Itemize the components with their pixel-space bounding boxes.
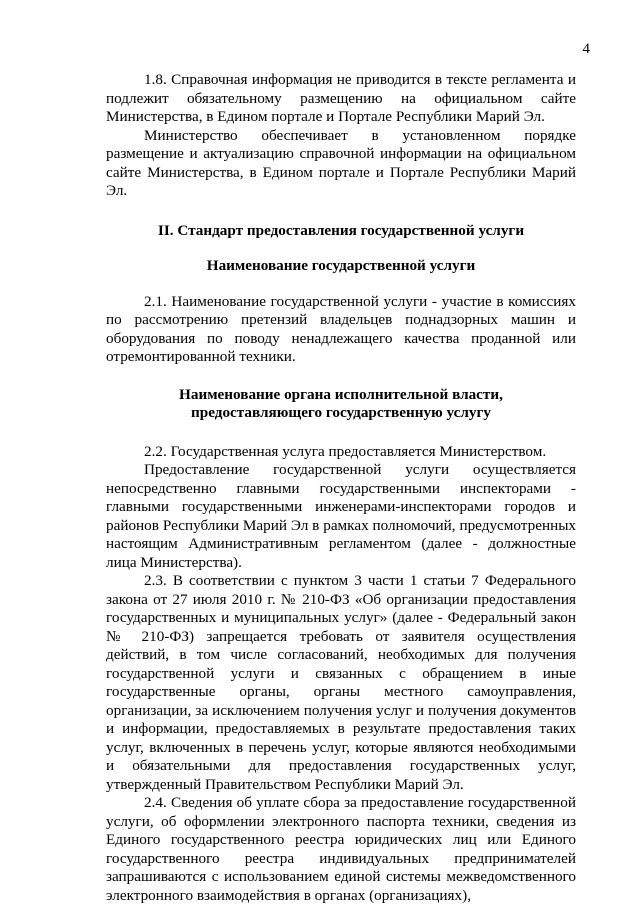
- page-number: 4: [582, 41, 590, 57]
- paragraph-2-1: 2.1. Наименование государственной услуги - участие в комиссиях по рассмотрению претензий владельцев поднадзорных машин и оборудования по поводу ненадлежащего качества проданной или отремонтированной техники.: [106, 292, 576, 365]
- section-heading: II. Стандарт предоставления государственной услуги: [157, 221, 525, 239]
- subheading-authority: [106, 386, 576, 423]
- document-body: [106, 71, 576, 905]
- subheading-authority-line1: Наименование органа исполнительной власти,: [179, 385, 503, 403]
- subheading-authority-line2: предоставляющего государственную услугу: [191, 404, 491, 421]
- subheading-service-name: Наименование государственной услуги: [206, 257, 476, 274]
- paragraph-provision: Предоставление государственной услуги осуществляется непосредственно главными государственными инспекторами - главными государственными инженерами-инспекторами городов и районов Республики Марий Эл в рамках полномочий, предусмотренных настоящим Административным регламентом (далее - должностные лица Министерства).: [106, 461, 576, 571]
- paragraph-2-3: 2.3. В соответствии с пунктом 3 части 1 статьи 7 Федерального закона от 27 июля 2010 г. № 210-ФЗ «Об организации предоставления государственных и муниципальных услуг» (далее - Федеральный закон № 210-ФЗ) запрещается требовать от заявителя осуществления действий, в том числе согласований, необходимых для получения государственной услуги и связанных с обращением в иные государственные органы, органы местного самоуправления, организации, за исключением получения услуг и получения документов и информации, предоставляемых в результате предоставления таких услуг, включенных в перечень услуг, которые являются необходимыми и обязательными для предоставления государственных услуг, утвержденный Правительством Республики Марий Эл.: [106, 572, 576, 793]
- paragraph-2-2: 2.2. Государственная услуга предоставляется Министерством.: [144, 442, 547, 460]
- paragraph-1-8: 1.8. Справочная информация не приводится в тексте регламента и подлежит обязательному размещению на официальном сайте Министерства, в Едином портале и Портале Республики Марий Эл.: [106, 71, 576, 125]
- paragraph-ministry-reference: Министерство обеспечивает в установленном порядке размещение и актуализацию справочной информации на официальном сайте Министерства, в Едином портале и Портале Республики Марий Эл.: [106, 126, 576, 199]
- paragraph-2-4: 2.4. Сведения об уплате сбора за предоставление государственной услуги, об оформлении электронного паспорта техники, сведения из Единого государственного реестра юридических лиц или Единого государственного реестра индивидуальных предпринимателей запрашиваются с использованием единой системы межведомственного электронного взаимодействия в органах (организациях),: [106, 794, 576, 904]
